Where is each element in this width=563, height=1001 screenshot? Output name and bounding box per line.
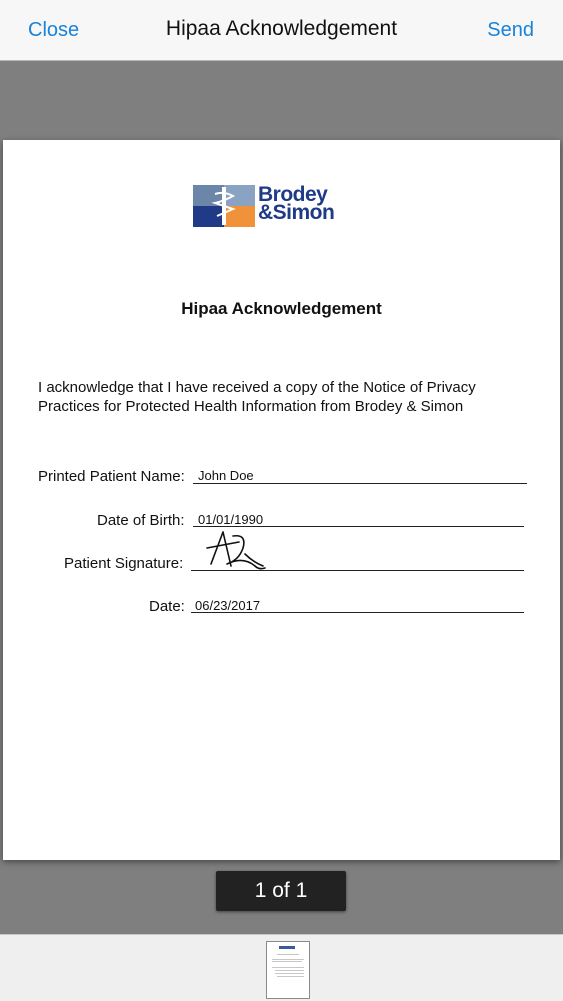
date-label: Date: (149, 598, 185, 615)
patient-name-line (193, 483, 527, 484)
dob-value: 01/01/1990 (198, 512, 264, 527)
page-indicator: 1 of 1 (216, 871, 346, 911)
signature-label: Patient Signature: (64, 555, 184, 572)
close-button[interactable]: Close (28, 19, 80, 41)
thumbnail-strip (0, 934, 563, 1001)
signature-line (191, 570, 524, 571)
document-page (3, 140, 560, 860)
patient-signature (203, 526, 273, 572)
acknowledgement-text: I acknowledge that I have received a copy of the Notice of Privacy Practices for Protected Health Information from Brodey & Simon (38, 379, 476, 415)
document-heading: Hipaa Acknowledgement (181, 299, 382, 318)
send-button[interactable]: Send (487, 19, 534, 41)
patient-name-value: John Doe (198, 468, 254, 483)
patient-name-label: Printed Patient Name: (38, 468, 185, 485)
date-line (191, 612, 524, 613)
page-title: Hipaa Acknowledgement (165, 17, 398, 40)
logo-wordmark (258, 183, 335, 224)
logo-text-line2: &Simon (258, 201, 335, 224)
logo-text-line1: Brodey (258, 183, 328, 206)
date-value: 06/23/2017 (195, 598, 261, 613)
brodey-simon-logo (193, 185, 343, 229)
dob-label: Date of Birth: (97, 512, 185, 529)
caduceus-logo-icon (193, 185, 255, 227)
page-thumbnail[interactable] (266, 941, 310, 999)
navigation-bar (0, 0, 563, 61)
